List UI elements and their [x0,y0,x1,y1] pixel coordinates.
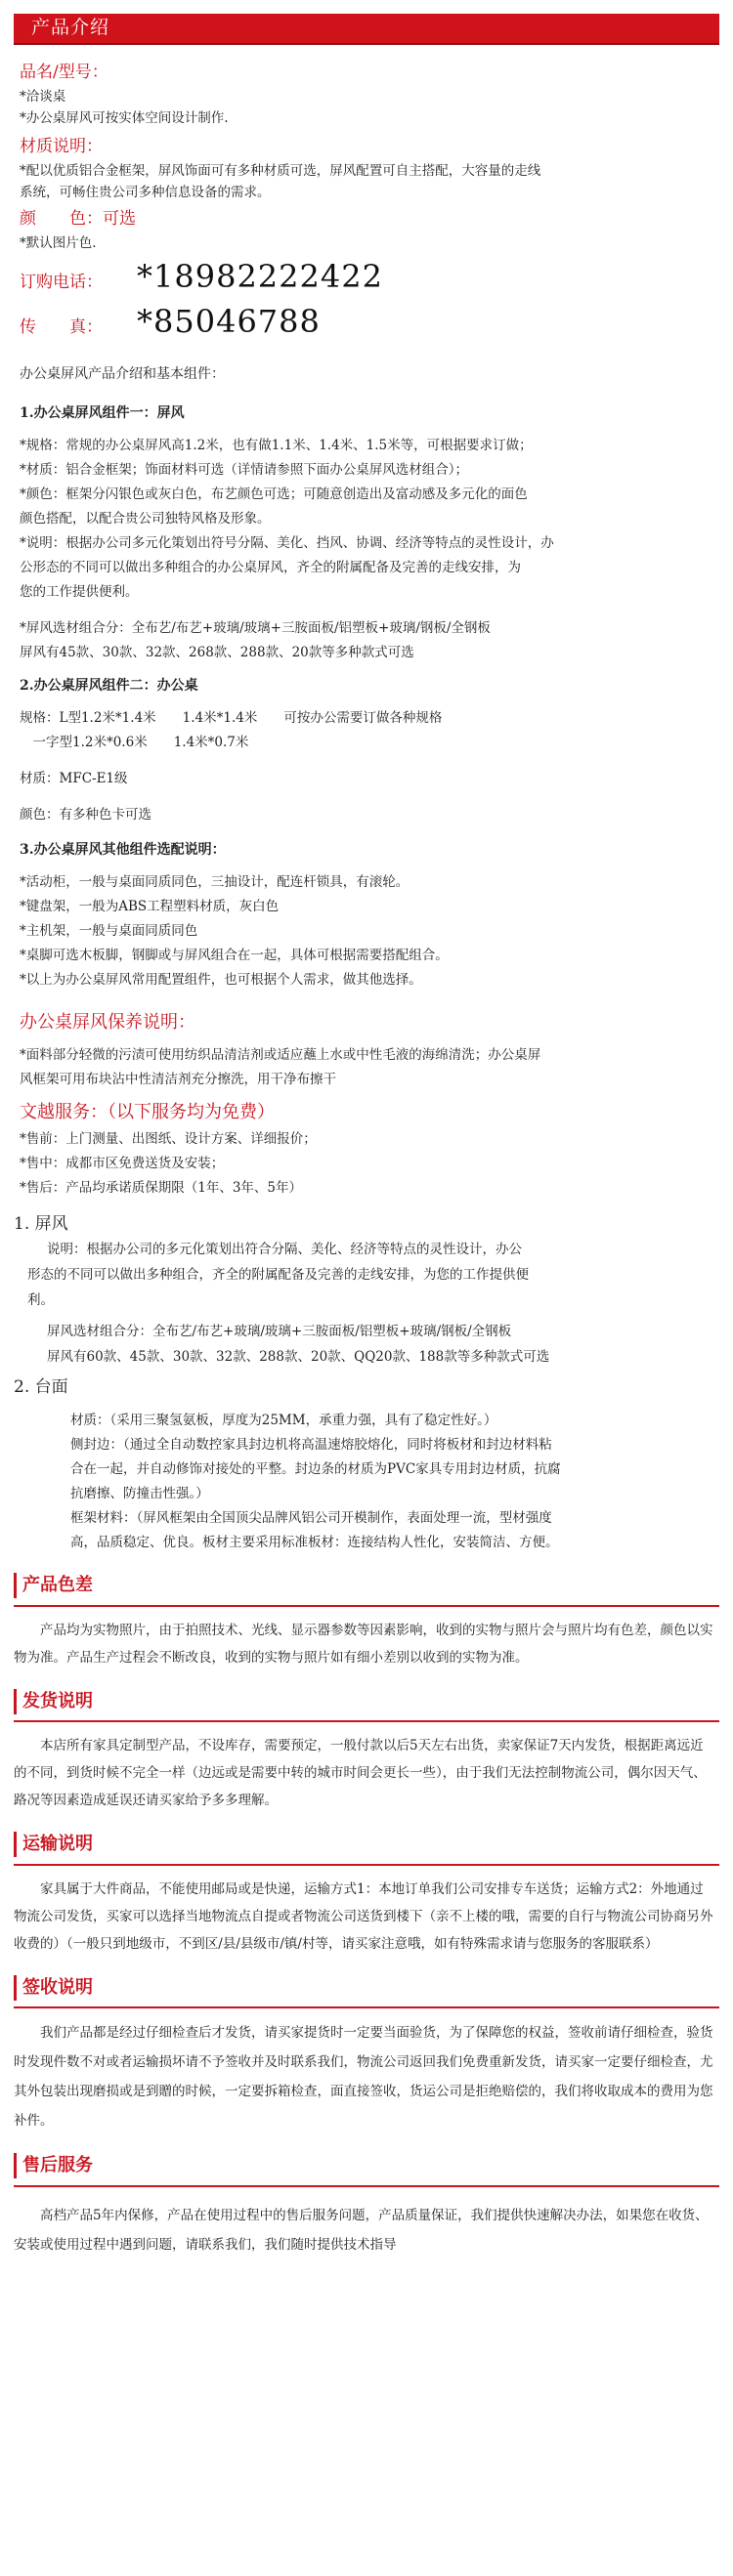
desktop-title: 2. 台面 [14,1377,68,1397]
part3-line: *键盘架，一般为ABS工程塑料材质，灰白色 [20,899,280,914]
service-title: 文越服务：（以下服务均为免费） [20,1102,275,1122]
part1-line: 您的工作提供便利。 [20,584,139,600]
name-label: 品名/型号： [20,63,108,82]
receipt-header [14,1975,103,2002]
part2-line: 材质：MFC-E1级 [20,771,128,786]
phone-label: 订购电话： [20,273,103,292]
product-intro-title: 产品介绍 [31,17,110,39]
fax-number: *85046788 [137,303,321,340]
phone-row [20,254,719,299]
after-sale-title: 售后服务 [14,2153,103,2178]
material-line: *配以优质铝合金框架，屏风饰面可有多种材质可选，屏风配置可自主搭配，大容量的走线 [20,163,541,179]
name-line: *办公桌屏风可按实体空间设计制作. [20,110,229,126]
part1-line: 公形态的不同可以做出多种组合的办公桌屏风，齐全的附属配备及完善的走线安排，为 [20,560,521,575]
basic-info [14,59,719,1201]
screen-line: 利。 [27,1292,54,1308]
spacer [20,605,719,616]
part3-line: *主机架，一般与桌面同质同色 [20,923,198,939]
screen-section [14,1210,719,1370]
after-sale-section [14,2135,719,2259]
shipping-title: 发货说明 [14,1689,103,1714]
part1-line: *规格：常规的办公桌屏风高1.2米，也有做1.1米、1.4米、1.5米等，可根据要求订做； [20,438,533,453]
part3-line: *活动柜，一般与桌面同质同色，三抽设计，配连杆锁具，有滚轮。 [20,874,410,890]
color-diff-section [14,1555,719,1671]
screen-line: 说明：根据办公司的多元化策划出符合分隔、美化、经济等特点的灵性设计，办公 [47,1242,522,1257]
part1-title: 1.办公桌屏风组件一：屏风 [20,405,185,421]
fax-row [20,299,719,344]
color-diff-title: 产品色差 [14,1573,103,1598]
part3-line: *以上为办公桌屏风常用配置组件，也可根据个人需求，做其他选择。 [20,972,422,988]
fax-label: 传 真： [20,317,103,337]
material-line: 系统，可畅住贵公司多种信息设备的需求。 [20,185,271,200]
color-label: 颜 色：可选 [20,209,136,229]
divider [14,1605,719,1607]
transport-title: 运输说明 [14,1832,103,1857]
maintenance-title: 办公桌屏风保养说明： [20,1012,195,1033]
part1-line: *材质：铝合金框架；饰面材料可选（详情请参照下面办公桌屏风选材组合）； [20,462,468,478]
section-header-bar [14,14,719,45]
part1-line: *说明：根据办公司多元化策划出符号分隔、美化、挡风、协调、经济等特点的灵性设计，办 [20,535,554,551]
material-label: 材质说明： [20,137,103,156]
desktop-line: 框架材料：（屏风框架由全国顶尖品牌风铝公司开模制作，表面处理一流，型材强度 [70,1510,552,1526]
color-line: *默认图片色. [20,235,97,251]
divider [14,1720,719,1722]
service-line: *售中：成都市区免费送货及安装； [20,1156,225,1171]
part1-line: 屏风有45款、30款、32款、268款、288款、20款等多种款式可选 [20,645,414,660]
divider [14,2185,719,2187]
screen-material-line: 屏风选材组合分：全布艺/布艺+玻璃/玻璃+三胺面板/铝塑板+玻璃/钢板/全钢板 [47,1324,512,1339]
desktop-line: 合在一起，并自动修饰对接处的平整。封边条的材质为PVC家具专用封边材质，抗腐 [70,1461,561,1477]
phone-number[interactable]: *18982222422 [137,258,383,295]
receipt-section [14,1958,719,2136]
transport-header [14,1832,103,1858]
part3-line: *桌脚可选木板脚，钢脚或与屏风组合在一起，具体可根据需要搭配组合。 [20,948,449,963]
divider [14,1864,719,1866]
part1-line: *颜色：框架分闪银色或灰白色，布艺颜色可选；可随意创造出及富动感及多元化的面色 [20,486,528,502]
intro-title: 办公桌屏风产品介绍和基本组件： [20,366,225,382]
screen-material-line: 屏风有60款、45款、30款、32款、288款、20款、QQ20款、188款等多种款式可选 [47,1349,550,1365]
maintenance-line: 风框架可用布块沾中性清洁剂充分擦洗，用干净布擦干 [20,1072,336,1087]
part2-line: 规格：L型1.2米*1.4米 1.4米*1.4米 可按办公需要订做各种规格 [20,710,443,726]
shipping-text: 本店所有家具定制型产品，不设库存，需要预定，一般付款以后5天左右出货，卖家保证7天内发货，根据距离远近的不同，到货时候不完全一样（边远或是需要中转的城市时间会更长一些），由于我们无法控制物流公司，偶尔因天气、路况等因素造成延误还请买家给予多多理解。 [14,1738,707,1808]
maintenance-line: *面料部分轻微的污渍可使用纺织品清洁剂或适应蘸上水或中性毛液的海绵清洗；办公桌屏 [20,1047,541,1063]
name-line: *洽谈桌 [20,89,66,105]
after-sale-text: 高档产品5年内保修，产品在使用过程中的售后服务问题，产品质量保证，我们提供快速解决办法，如果您在收货、安装或使用过程中遇到问题，请联系我们，我们随时提供技术指导 [14,2207,709,2253]
part1-line: *屏风选材组合分：全布艺/布艺+玻璃/玻璃+三胺面板/铝塑板+玻璃/钢板/全钢板 [20,620,491,636]
spacer [20,791,719,803]
shipping-section [14,1671,719,1815]
after-sale-header [14,2153,103,2179]
desktop-line: 侧封边：（通过全自动数控家具封边机将高温速熔胶熔化，同时将板材和封边材料粘 [70,1437,552,1453]
shipping-header [14,1689,103,1715]
part3-title: 3.办公桌屏风其他组件选配说明： [20,842,226,858]
transport-text: 家具属于大件商品，不能使用邮局或是快递，运输方式1：本地订单我们公司安排专车送货；运输方式2：外地通过物流公司发货，买家可以选择当地物流点自提或者物流公司送货到楼下（亲不上楼的哦，需要的自行与物流公司协商另外收费的）（一般只到地级市，不到区/县/县级市/镇/村等，请买家注意哦，如有特殊需求请与您服务的客服联系） [14,1880,713,1952]
part2-line: 一字型1.2米*0.6米 1.4米*0.7米 [20,735,249,750]
part1-line: 颜色搭配，以配合贵公司独特风格及形象。 [20,511,271,527]
service-line: *售后：产品均承诺质保期限（1年、3年、5年） [20,1180,303,1196]
desktop-line: 高，品质稳定、优良。板材主要采用标准板材：连接结构人性化，安装简洁、方便。 [70,1535,559,1550]
screen-title: 1. 屏风 [14,1214,68,1234]
divider [14,2006,719,2008]
transport-section [14,1814,719,1958]
receipt-text: 我们产品都是经过仔细检查后才发货，请买家提货时一定要当面验货，为了保障您的权益，签收前请仔细检查，验货时发现件数不对或者运输损坏请不予签收并及时联系我们，物流公司返回我们免费重新发货，请买家一定要仔细检查，尤其外包装出现磨损或是到贈的时候，一定要拆箱检查，面直接签收，货运公司是拒绝赔偿的，我们将收取成本的费用为您补件。 [14,2025,713,2129]
spacer [20,755,719,767]
service-line: *售前：上门测量、出图纸、设计方案、详细报价； [20,1131,317,1147]
desktop-line: 材质：（采用三聚氢氨板，厚度为25MM，承重力强，具有了稳定性好。） [70,1413,497,1428]
screen-line: 形态的不同可以做出多种组合，齐全的附属配备及完善的走线安排，为您的工作提供便 [27,1267,529,1283]
receipt-title: 签收说明 [14,1975,103,2001]
desktop-line: 抗磨擦、防撞击性强。） [70,1486,209,1501]
color-diff-text: 产品均为实物照片，由于拍照技术、光线、显示器参数等因素影响，收到的实物与照片会与照片均有色差，颜色以实物为准。产品生产过程会不断改良，收到的实物与照片如有细小差别以收到的实物为准。 [14,1622,713,1666]
color-diff-header [14,1573,103,1599]
desktop-section [14,1373,719,1555]
part2-line: 颜色：有多种色卡可选 [20,807,151,823]
part2-title: 2.办公桌屏风组件二：办公桌 [20,678,198,694]
